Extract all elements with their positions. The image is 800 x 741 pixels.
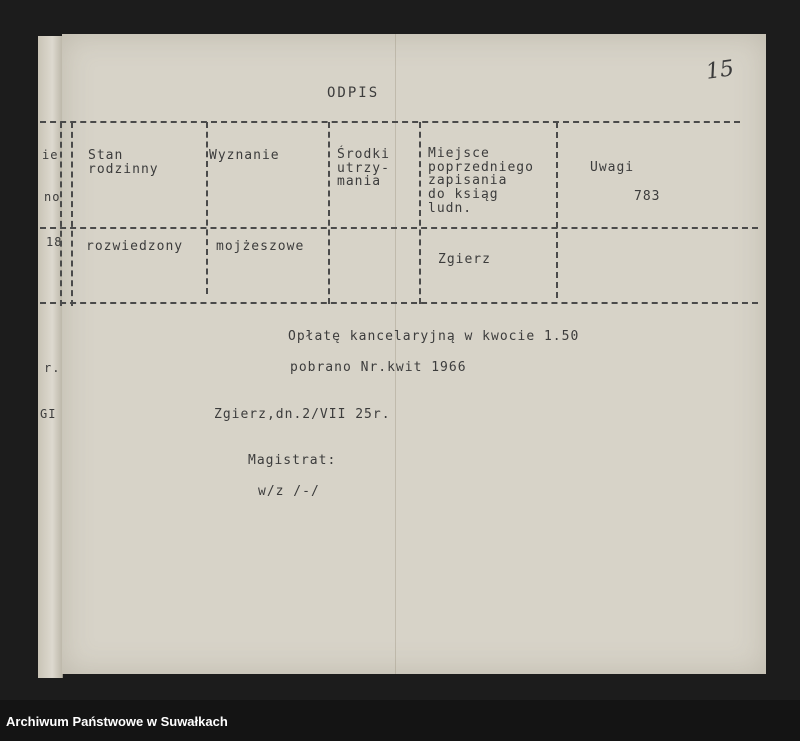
receipt-line: pobrano Nr.kwit 1966 bbox=[290, 360, 467, 375]
header-miejsce: Miejsce poprzedniego zapisania do ksiąg ludn. bbox=[428, 146, 534, 216]
header-wyznanie: Wyznanie bbox=[209, 148, 280, 163]
table-header-border bbox=[40, 227, 758, 229]
header-srodki-utrzymania: Środki utrzy- mania bbox=[337, 147, 390, 190]
table-column-border bbox=[60, 122, 62, 306]
magistrat-label: Magistrat: bbox=[248, 453, 337, 468]
table-top-border bbox=[40, 121, 740, 123]
archive-label: Archiwum Państwowe w Suwałkach bbox=[6, 714, 228, 729]
edge-fragment: GI bbox=[40, 407, 57, 421]
table-bottom-border bbox=[40, 302, 758, 304]
header-uwagi: Uwagi bbox=[590, 160, 635, 175]
archive-footer bbox=[0, 700, 800, 741]
cell-wyznanie: mojżeszowe bbox=[216, 239, 305, 254]
uwagi-number: 783 bbox=[634, 189, 661, 204]
document-title: ODPIS bbox=[327, 85, 380, 101]
edge-fragment: r. bbox=[44, 361, 61, 375]
table-column-border bbox=[419, 122, 421, 304]
fee-line: Opłatę kancelaryjną w kwocie 1.50 bbox=[288, 329, 580, 344]
table-column-border bbox=[206, 122, 208, 294]
signature-line: w/z /-/ bbox=[258, 484, 320, 499]
table-column-border bbox=[71, 122, 73, 306]
edge-fragment: ie bbox=[42, 148, 59, 162]
header-stan-rodzinny: Stan rodzinny bbox=[88, 148, 159, 177]
paper-crease bbox=[395, 34, 396, 674]
table-column-border bbox=[556, 122, 558, 298]
edge-fragment: no bbox=[44, 190, 61, 204]
document-page bbox=[62, 34, 766, 674]
date-line: Zgierz,dn.2/VII 25r. bbox=[214, 407, 391, 422]
edge-fragment: 18 bbox=[46, 235, 63, 249]
page-number: 15 bbox=[704, 56, 736, 85]
cell-stan-rodzinny: rozwiedzony bbox=[86, 239, 184, 254]
cell-miejsce: Zgierz bbox=[438, 252, 491, 267]
table-column-border bbox=[328, 122, 330, 304]
